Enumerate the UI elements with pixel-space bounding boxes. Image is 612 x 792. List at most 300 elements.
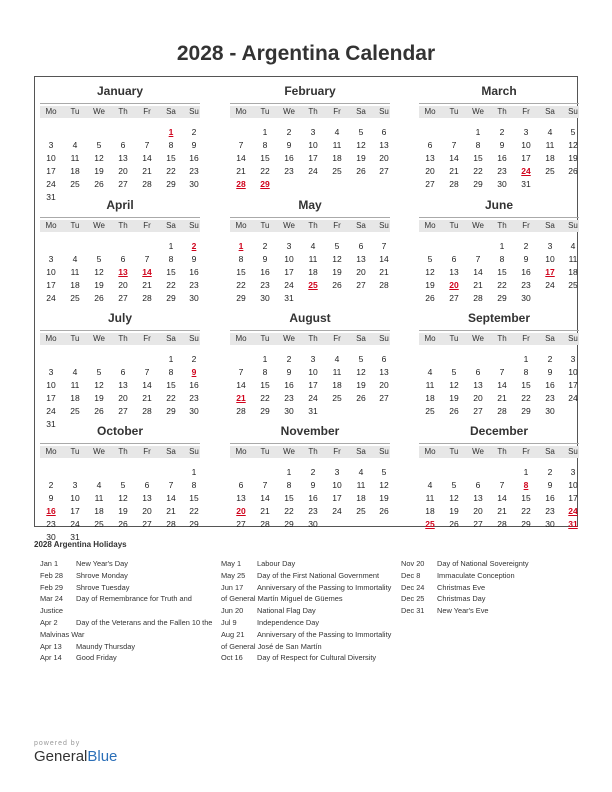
day-cell: 9 [547,366,553,377]
weekday-label: Mo [235,334,247,343]
day-cell: 20 [473,392,483,403]
month-name: July [107,311,132,325]
weekday-label: Sa [356,221,366,230]
day-cell: 10 [308,139,318,150]
day-cell: 26 [94,178,104,189]
day-cell: 7 [499,366,505,377]
day-cell: 12 [356,139,366,150]
day-cell: 1 [262,127,268,137]
day-cell: 26 [379,505,389,516]
day-cell: 16 [521,266,531,277]
day-cell: 17 [308,152,318,163]
month-may [230,197,390,311]
weekday-label: Sa [166,107,176,116]
day-cell: 8 [499,253,505,264]
weekday-label: Fr [143,447,151,456]
holiday-item [40,617,215,641]
holiday-item [221,652,396,664]
month-name: May [298,198,322,212]
holiday-item [40,582,215,594]
day-cell: 2 [48,479,54,490]
day-cell: 7 [381,241,387,251]
day-cell: 25 [332,165,342,176]
day-cell: 22 [284,505,294,516]
day-cell: 22 [189,505,199,516]
weekday-label: Su [189,334,199,343]
holiday-day-cell: 2 [191,241,197,251]
day-cell: 26 [94,292,104,303]
day-cell: 19 [94,279,104,290]
day-cell: 28 [497,518,507,529]
day-cell: 12 [356,366,366,377]
day-cell: 14 [497,492,507,503]
day-cell: 23 [545,392,555,403]
holiday-date: May 25 [221,570,246,580]
weekday-label: Tu [260,221,270,230]
holiday-name: Anniversary of the Passing to Immortality of General José de San Martín [221,629,392,651]
day-cell: 25 [70,405,80,416]
day-cell: 7 [144,139,150,150]
weekday-label: Mo [45,107,57,116]
weekday-label: Fr [143,107,151,116]
day-cell: 20 [379,379,389,390]
day-cell: 4 [427,366,433,377]
month-divider [419,103,579,104]
weekday-label: We [283,334,295,343]
holiday-item [40,652,215,664]
day-cell: 28 [236,405,246,416]
day-cell: 6 [238,479,244,490]
day-cell: 7 [238,366,244,377]
day-cell: 1 [191,467,197,477]
weekday-label: Tu [449,447,459,456]
day-cell: 12 [449,379,459,390]
day-cell: 5 [96,253,102,264]
holiday-day-cell: 1 [168,127,174,137]
weekday-label: Mo [424,107,436,116]
day-cell: 6 [120,253,126,264]
day-cell: 10 [46,152,56,163]
holiday-day-cell: 31 [568,518,578,529]
day-cell: 5 [381,467,387,477]
month-divider [419,330,579,331]
holiday-name: Day of the First National Government [257,570,379,580]
holiday-day-cell: 9 [191,366,197,377]
day-cell: 6 [427,139,433,150]
weekday-label: We [93,221,105,230]
holiday-name: Shrove Tuesday [76,582,130,592]
weekday-label: Sa [166,334,176,343]
day-cell: 4 [72,139,78,150]
day-cell: 5 [358,127,364,137]
weekday-label: Sa [545,221,555,230]
day-cell: 20 [118,279,128,290]
day-cell: 26 [94,405,104,416]
weekday-header [40,106,200,118]
day-cell: 26 [449,518,459,529]
weekday-label: Su [568,334,578,343]
day-cell: 30 [260,292,270,303]
day-cell: 24 [46,405,56,416]
day-cell: 7 [499,479,505,490]
generalblue-logo[interactable] [34,740,117,765]
day-cell: 21 [142,392,152,403]
weekday-label: Fr [333,221,341,230]
month-name: November [280,424,340,438]
day-cell: 18 [425,505,435,516]
weekday-label: Tu [260,107,270,116]
holiday-day-cell: 20 [236,505,246,516]
weekday-label: Th [308,447,318,456]
weekday-label: Th [497,447,507,456]
day-cell: 4 [310,241,316,251]
powered-by-text: powered by [34,740,81,747]
day-cell: 28 [142,405,152,416]
holiday-name: Immaculate Conception [437,570,515,580]
day-cell: 3 [286,241,292,251]
day-cell: 29 [473,178,483,189]
day-cell: 30 [189,405,199,416]
day-cell: 31 [521,178,531,189]
day-cell: 2 [191,127,197,137]
holiday-date: Aug 21 [221,629,245,639]
day-cell: 28 [142,292,152,303]
day-cell: 17 [308,379,318,390]
holiday-name: New Year's Eve [437,606,489,616]
day-cell: 14 [379,253,389,264]
day-cell: 6 [475,366,481,377]
month-june [419,197,579,311]
day-cell: 19 [356,152,366,163]
day-cell: 20 [118,165,128,176]
weekday-label: Fr [143,221,151,230]
day-cell: 5 [358,354,364,364]
holiday-date: Apr 13 [40,641,62,651]
day-cell: 29 [166,178,176,189]
day-cell: 31 [46,191,56,202]
month-divider [40,103,200,104]
day-cell: 4 [570,241,576,251]
weekday-label: Th [308,334,318,343]
day-cell: 31 [46,418,56,429]
holiday-date: Dec 24 [401,582,425,592]
day-cell: 24 [332,505,342,516]
day-cell: 28 [166,518,176,529]
day-cell: 18 [568,266,578,277]
weekday-label: Th [118,447,128,456]
weekday-label: We [283,107,295,116]
day-cell: 24 [46,292,56,303]
holiday-name: Shrove Monday [76,570,128,580]
weekday-label: Fr [143,334,151,343]
month-march [419,83,579,197]
day-cell: 4 [72,253,78,264]
holiday-item [221,617,396,629]
weekday-label: Mo [424,334,436,343]
day-cell: 18 [308,266,318,277]
day-cell: 1 [499,241,505,251]
holiday-date: Jul 9 [221,617,237,627]
day-cell: 3 [570,467,576,477]
day-cell: 4 [334,127,340,137]
weekday-label: We [472,447,484,456]
holiday-date: May 1 [221,559,242,568]
day-cell: 19 [118,505,128,516]
day-cell: 3 [48,253,54,264]
day-cell: 29 [236,292,246,303]
day-cell: 13 [379,366,389,377]
day-cell: 10 [70,492,80,503]
day-cell: 29 [189,518,199,529]
day-cell: 25 [332,392,342,403]
weekday-label: Tu [449,334,459,343]
day-cell: 27 [425,178,435,189]
holiday-item [40,570,215,582]
day-cell: 29 [521,405,531,416]
day-cell: 21 [379,266,389,277]
day-cell: 28 [449,178,459,189]
day-cell: 7 [168,479,174,490]
day-cell: 6 [144,479,150,490]
weekday-label: Th [497,334,507,343]
day-cell: 7 [475,253,481,264]
day-cell: 27 [379,165,389,176]
day-cell: 14 [142,152,152,163]
weekday-label: Fr [333,447,341,456]
day-cell: 18 [425,392,435,403]
day-cell: 22 [497,279,507,290]
day-cell: 12 [568,139,578,150]
weekday-label: Fr [522,221,530,230]
day-cell: 27 [473,405,483,416]
weekday-label: Mo [45,334,57,343]
weekday-label: Mo [235,107,247,116]
day-cell: 10 [521,139,531,150]
day-cell: 22 [260,392,270,403]
month-name: April [106,198,134,212]
day-cell: 15 [260,152,270,163]
day-cell: 3 [523,127,529,137]
day-cell: 19 [356,379,366,390]
day-cell: 4 [427,479,433,490]
holiday-name: Day of Remembrance for Truth and Justice [40,594,192,616]
day-cell: 24 [568,392,578,403]
day-cell: 14 [497,379,507,390]
day-cell: 24 [545,279,555,290]
day-cell: 20 [379,152,389,163]
holiday-item [401,558,576,570]
day-cell: 23 [189,165,199,176]
day-cell: 15 [473,152,483,163]
day-cell: 14 [449,152,459,163]
day-cell: 22 [473,165,483,176]
day-cell: 2 [547,467,553,477]
weekday-label: We [283,221,295,230]
day-cell: 13 [449,266,459,277]
day-cell: 18 [545,152,555,163]
day-cell: 8 [262,366,268,377]
day-cell: 30 [189,178,199,189]
day-cell: 25 [568,279,578,290]
day-cell: 6 [120,139,126,150]
day-cell: 28 [497,405,507,416]
day-cell: 8 [168,139,174,150]
weekday-label: Su [568,447,578,456]
month-january [40,83,200,202]
day-cell: 5 [451,366,457,377]
day-cell: 9 [262,253,268,264]
page-title: 2028 - Argentina Calendar [176,42,436,65]
day-cell: 16 [497,152,507,163]
holidays-title: 2028 Argentina Holidays [34,540,127,549]
holiday-date: Dec 25 [401,594,425,604]
day-cell: 13 [118,152,128,163]
holiday-item [221,582,396,606]
day-cell: 11 [356,479,366,490]
day-cell: 15 [189,492,199,503]
weekday-header [40,220,200,232]
day-cell: 29 [166,405,176,416]
day-cell: 14 [236,152,246,163]
day-cell: 13 [379,139,389,150]
day-cell: 23 [284,392,294,403]
day-cell: 10 [46,379,56,390]
weekday-label: Sa [166,221,176,230]
day-cell: 11 [70,266,80,277]
holiday-day-cell: 14 [142,266,152,277]
day-cell: 17 [568,379,578,390]
day-cell: 23 [521,279,531,290]
day-cell: 12 [94,379,104,390]
day-cell: 11 [545,139,555,150]
day-cell: 3 [570,354,576,364]
day-cell: 21 [142,279,152,290]
day-cell: 10 [545,253,555,264]
day-cell: 19 [568,152,578,163]
brand-general: General [34,748,88,765]
day-cell: 11 [332,366,342,377]
day-cell: 29 [260,405,270,416]
day-cell: 8 [191,479,197,490]
holiday-date: Apr 2 [40,617,58,627]
day-cell: 8 [168,366,174,377]
weekday-label: Mo [45,221,57,230]
day-cell: 8 [475,139,481,150]
weekday-label: Mo [424,221,436,230]
holiday-date: Oct 16 [221,653,243,663]
holiday-item [401,570,576,582]
day-cell: 11 [94,492,104,503]
holiday-day-cell: 28 [236,178,246,189]
month-divider [40,443,200,444]
day-cell: 21 [497,392,507,403]
day-cell: 22 [521,392,531,403]
day-cell: 4 [358,467,364,477]
holiday-name: Labour Day [257,559,296,568]
weekday-label: We [283,447,295,456]
holiday-name: Day of National Sovereignty [437,559,529,568]
day-cell: 15 [166,379,176,390]
day-cell: 8 [286,479,292,490]
holiday-day-cell: 25 [425,518,435,529]
weekday-label: Su [379,447,389,456]
weekday-label: Su [379,221,389,230]
holiday-date: Jan 1 [40,559,59,568]
holiday-item [221,558,396,570]
brand-blue: Blue [87,748,118,765]
weekday-header [419,446,579,458]
day-cell: 25 [545,165,555,176]
holiday-date: Dec 8 [401,570,421,580]
day-cell: 15 [166,266,176,277]
weekday-label: Sa [356,334,366,343]
day-cell: 25 [425,405,435,416]
day-cell: 20 [142,505,152,516]
day-cell: 25 [356,505,366,516]
month-name: February [284,84,336,98]
day-cell: 27 [118,292,128,303]
day-cell: 6 [381,127,387,137]
weekday-label: Th [118,107,128,116]
holiday-date: Apr 14 [40,653,62,663]
day-cell: 23 [46,518,56,529]
day-cell: 18 [70,165,80,176]
day-cell: 12 [94,266,104,277]
month-august [230,310,390,424]
holiday-date: Dec 31 [401,606,425,616]
month-april [40,197,200,311]
day-cell: 1 [262,354,268,364]
weekday-label: Mo [45,447,57,456]
day-cell: 21 [497,505,507,516]
holiday-name: Day of the Veterans and the Fallen 10 the Malvinas War [40,617,213,639]
day-cell: 5 [570,127,576,137]
holiday-date: Feb 29 [40,582,64,592]
day-cell: 13 [236,492,246,503]
day-cell: 12 [379,479,389,490]
day-cell: 26 [356,165,366,176]
weekday-label: Mo [235,447,247,456]
day-cell: 29 [521,518,531,529]
day-cell: 28 [260,518,270,529]
weekday-header [419,220,579,232]
weekday-header [230,333,390,345]
day-cell: 10 [308,366,318,377]
holiday-column [401,558,576,617]
day-cell: 5 [96,139,102,150]
holiday-item [221,570,396,582]
day-cell: 24 [46,178,56,189]
day-cell: 2 [523,241,529,251]
day-cell: 30 [497,178,507,189]
weekday-label: Su [568,221,578,230]
day-cell: 22 [166,392,176,403]
day-cell: 5 [120,479,126,490]
day-cell: 3 [48,139,54,150]
day-cell: 22 [260,165,270,176]
weekday-header [419,106,579,118]
holiday-name: Christmas Eve [437,582,486,592]
weekday-label: Fr [522,107,530,116]
day-cell: 26 [118,518,128,529]
day-cell: 1 [475,127,481,137]
weekday-label: Su [189,221,199,230]
day-cell: 3 [547,241,553,251]
weekday-label: Sa [545,447,555,456]
day-cell: 21 [260,505,270,516]
weekday-label: We [472,334,484,343]
calendar-grid [34,76,578,542]
